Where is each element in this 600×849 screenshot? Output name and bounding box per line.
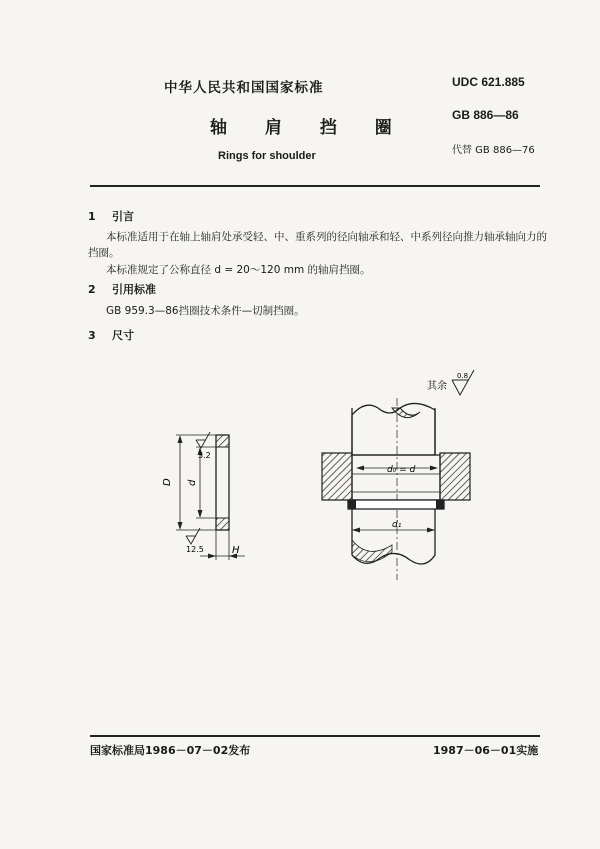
section-number: 1 <box>88 210 96 223</box>
roughness-3-2-label: 3.2 <box>198 451 211 460</box>
section-number: 2 <box>88 283 96 296</box>
standard-number: GB 886—86 <box>452 108 519 122</box>
standard-title-english: Rings for shoulder <box>218 150 316 162</box>
paragraph: 挡圈。 <box>88 247 120 259</box>
replaces-standard: 代替 GB 886—76 <box>452 145 535 156</box>
effective-date: 1987－06－01实施 <box>433 744 539 757</box>
section-title: 引言 <box>112 210 134 223</box>
footer-rule <box>90 735 540 737</box>
issue-date: 国家标准局1986－07－02发布 <box>90 744 251 757</box>
paragraph: 本标准规定了公称直径 d = 20～120 mm 的轴肩挡圈。 <box>106 264 371 276</box>
dim-d-label: d <box>187 479 198 486</box>
section-title: 引用标准 <box>112 283 156 296</box>
section-number: 3 <box>88 329 96 342</box>
udc-code: UDC 621.885 <box>452 75 525 89</box>
rest-roughness-value: 0.8 <box>457 372 469 380</box>
paragraph: 本标准适用于在轴上轴肩处承受轻、中、重系列的径向轴承和轻、中系列径向推力轴承轴向力的 <box>106 231 547 243</box>
section-title: 尺寸 <box>112 329 134 342</box>
standard-title: 轴 肩 挡 圈 <box>210 118 408 138</box>
assembly-view <box>322 370 474 580</box>
dim-d1-label: d₁ <box>392 520 402 530</box>
dim-H-label: H <box>232 545 240 556</box>
dim-D-label: D <box>162 478 173 486</box>
paragraph: GB 959.3—86挡圈技术条件—切制挡圈。 <box>106 305 305 317</box>
roughness-12-5-label: 12.5 <box>186 545 204 554</box>
dim-d0-label: d₀ = d <box>387 465 416 475</box>
rest-roughness-label: 其余 <box>427 381 447 392</box>
issuing-authority: 中华人民共和国国家标准 <box>164 80 324 96</box>
